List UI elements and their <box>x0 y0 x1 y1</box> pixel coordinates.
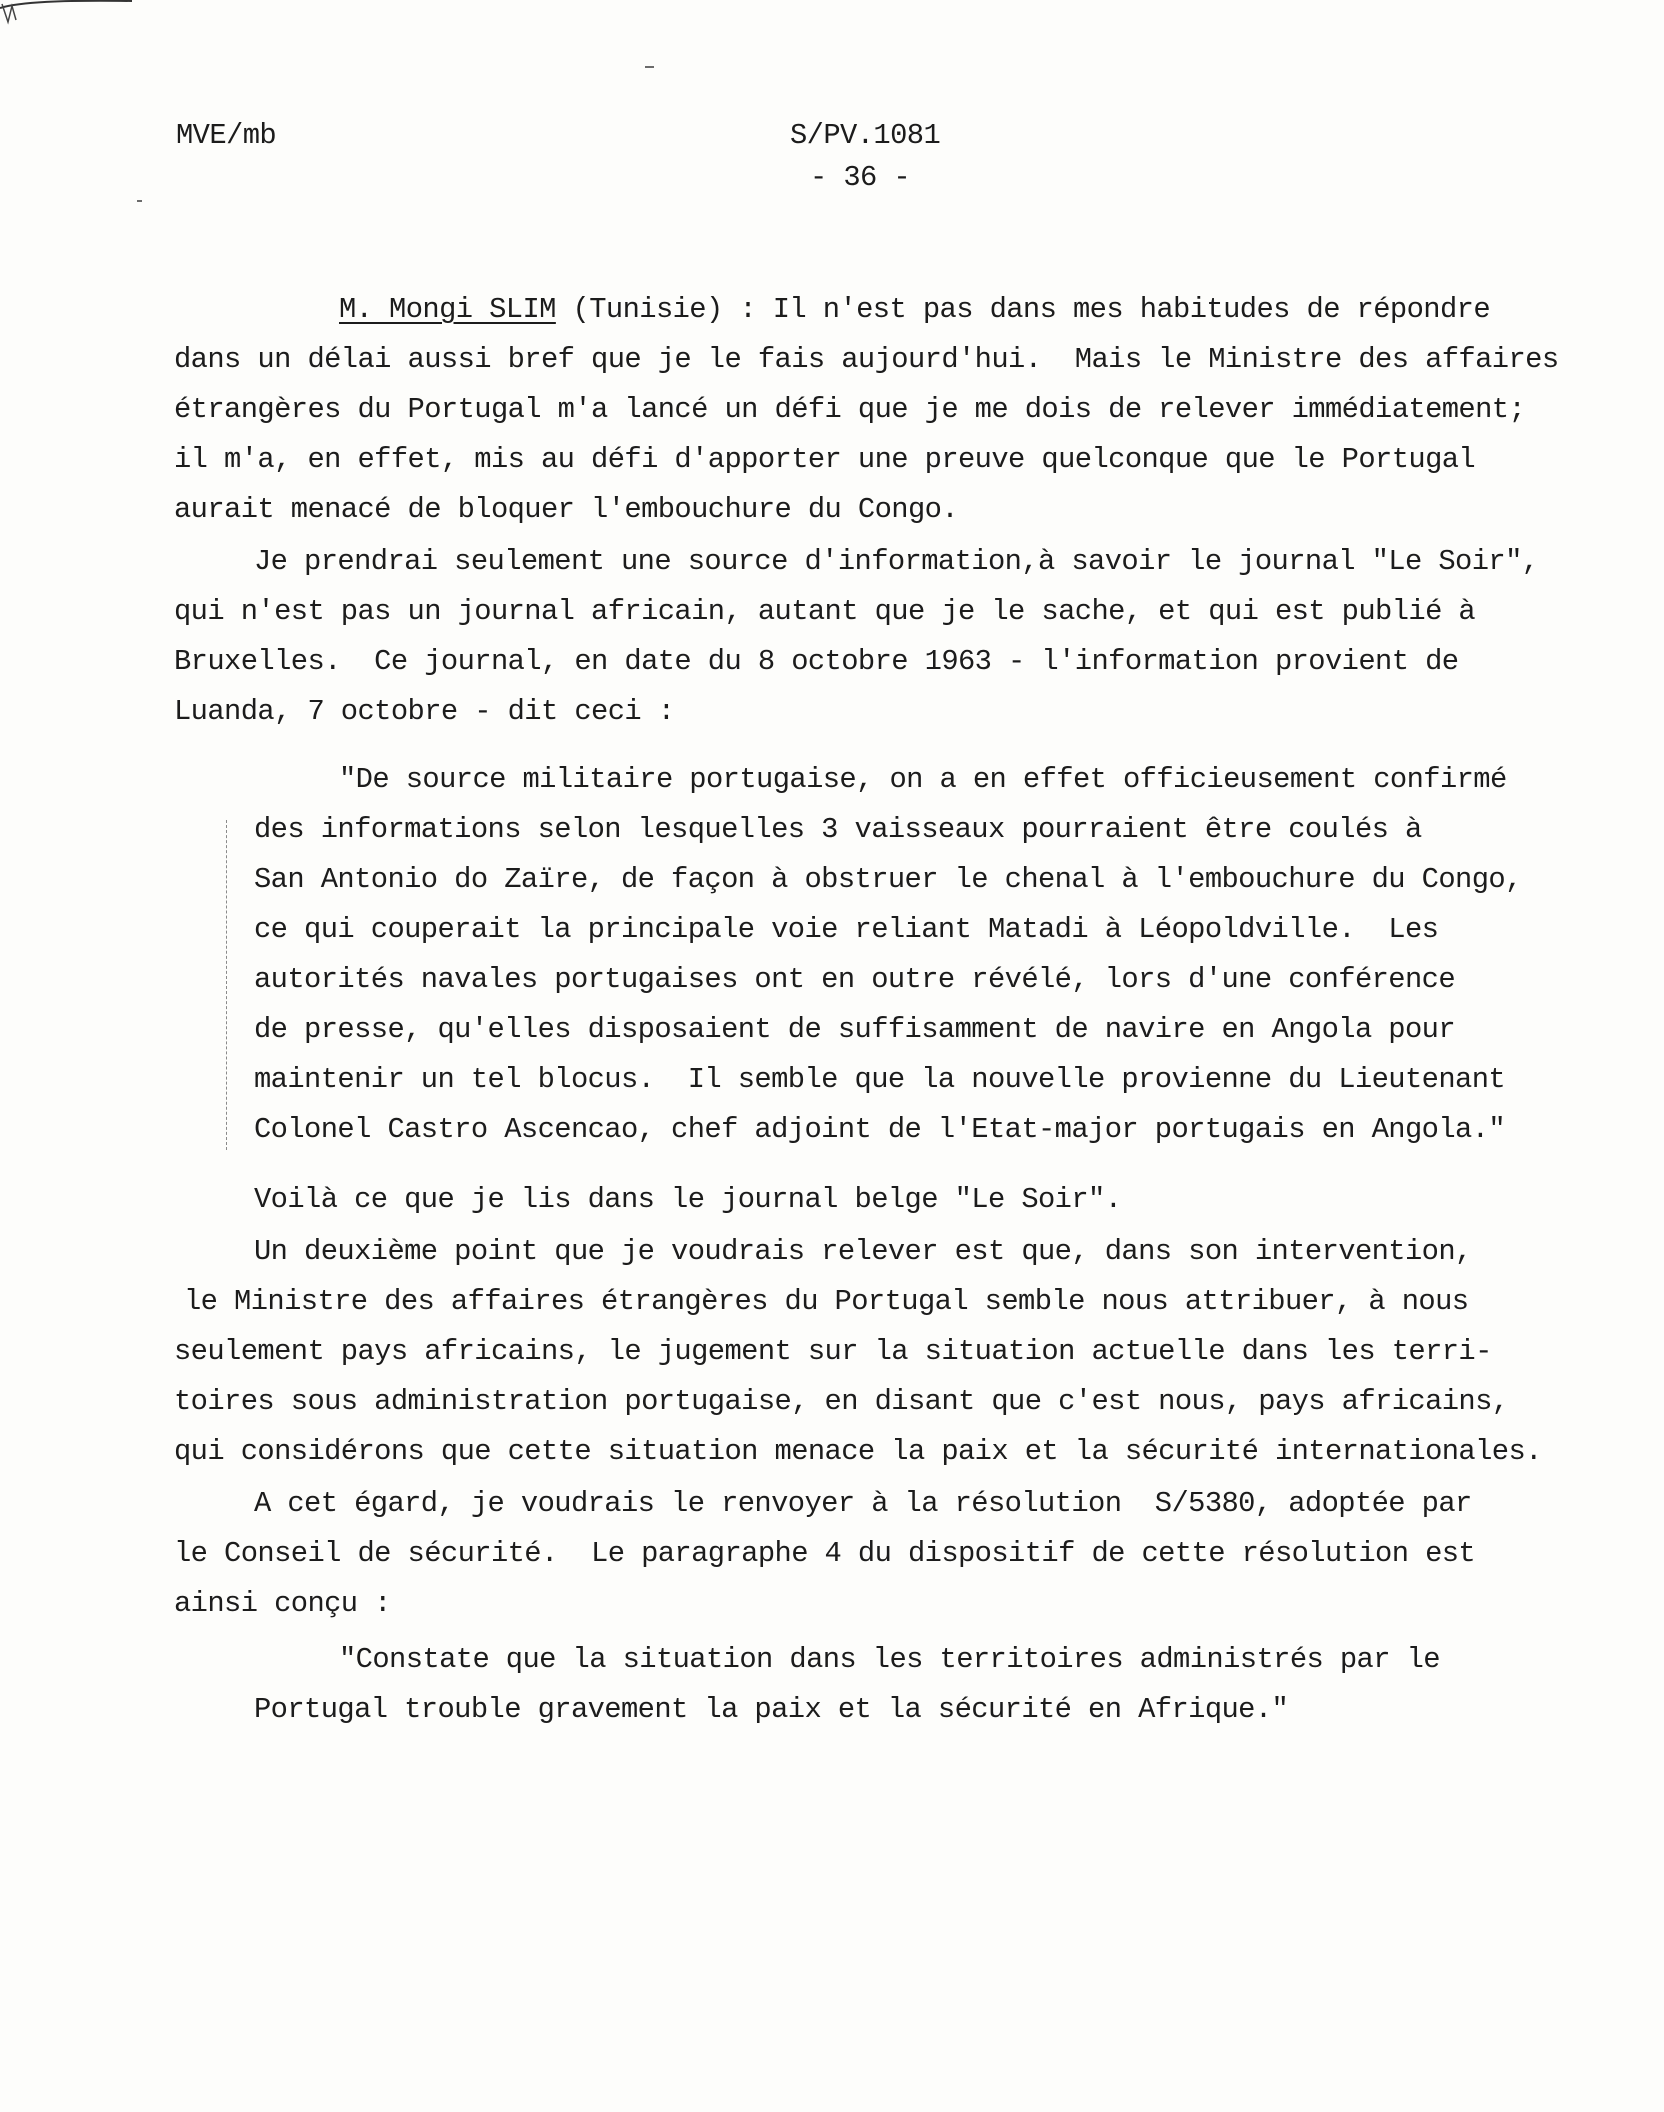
paragraph-1-line-5: aurait menacé de bloquer l'embouchure du Congo. <box>174 493 959 526</box>
paragraph-1-line-4: il m'a, en effet, mis au défi d'apporter une preuve quelconque que le Portugal <box>174 443 1476 476</box>
quote-1-line-7: maintenir un tel blocus. Il semble que la nouvelle provienne du Lieutenant <box>254 1063 1506 1096</box>
paragraph-1-line-1 <box>339 293 1490 326</box>
document-reference: MVE/mb <box>176 119 277 152</box>
quote-1-line-6: de presse, qu'elles disposaient de suffisamment de navire en Angola pour <box>254 1013 1456 1046</box>
paragraph-4-line-3: seulement pays africains, le jugement sur la situation actuelle dans les terri- <box>174 1335 1492 1368</box>
paragraph-1-line-3: étrangères du Portugal m'a lancé un défi que je me dois de relever immédiatement; <box>174 393 1526 426</box>
paragraph-4-line-1: Un deuxième point que je voudrais relever est que, dans son intervention, <box>254 1235 1472 1268</box>
quote-2-line-1: "Constate que la situation dans les territoires administrés par le <box>339 1643 1440 1676</box>
paragraph-5-line-2: le Conseil de sécurité. Le paragraphe 4 du dispositif de cette résolution est <box>174 1537 1476 1570</box>
document-symbol: S/PV.1081 <box>790 119 941 152</box>
quote-1-line-5: autorités navales portugaises ont en outre révélé, lors d'une conférence <box>254 963 1456 996</box>
scan-speck <box>137 200 142 202</box>
quote-2-line-2: Portugal trouble gravement la paix et la sécurité en Afrique." <box>254 1693 1289 1726</box>
paragraph-2-line-2: qui n'est pas un journal africain, autant que je le sache, et qui est publié à <box>174 595 1476 628</box>
quote-1-line-2: des informations selon lesquelles 3 vaisseaux pourraient être coulés à <box>254 813 1422 846</box>
quote-1-line-1: "De source militaire portugaise, on a en effet officieusement confirmé <box>339 763 1507 796</box>
paragraph-5-line-3: ainsi conçu : <box>174 1587 391 1620</box>
paragraph-1-line-2: dans un délai aussi bref que je le fais aujourd'hui. Mais le Ministre des affaires <box>174 343 1559 376</box>
scan-corner-mark <box>0 0 140 30</box>
paragraph-5-line-1: A cet égard, je voudrais le renvoyer à la résolution S/5380, adoptée par <box>254 1487 1472 1520</box>
paragraph-2-line-3: Bruxelles. Ce journal, en date du 8 octobre 1963 - l'information provient de <box>174 645 1459 678</box>
scan-speck <box>645 66 654 68</box>
paragraph-2-line-1: Je prendrai seulement une source d'information,à savoir le journal "Le Soir", <box>254 545 1539 578</box>
speaker-name: M. Mongi SLIM <box>339 293 556 326</box>
paragraph-1-line-1-text: Il n'est pas dans mes habitudes de répondre <box>772 293 1490 326</box>
quote-1-line-8: Colonel Castro Ascencao, chef adjoint de l'Etat-major portugais en Angola." <box>254 1113 1506 1146</box>
page-number: - 36 - <box>810 161 911 194</box>
quote-margin-mark <box>226 820 229 1150</box>
paragraph-3-line-1: Voilà ce que je lis dans le journal belge "Le Soir". <box>254 1183 1122 1216</box>
quote-1-line-3: San Antonio do Zaïre, de façon à obstruer le chenal à l'embouchure du Congo, <box>254 863 1522 896</box>
speaker-country: (Tunisie) : <box>555 293 773 326</box>
paragraph-4-line-4: toires sous administration portugaise, en disant que c'est nous, pays africains, <box>174 1385 1509 1418</box>
paragraph-4-line-2: le Ministre des affaires étrangères du Portugal semble nous attribuer, à nous <box>184 1285 1469 1318</box>
paragraph-2-line-4: Luanda, 7 octobre - dit ceci : <box>174 695 675 728</box>
quote-1-line-4: ce qui couperait la principale voie reliant Matadi à Léopoldville. Les <box>254 913 1439 946</box>
paragraph-4-line-5: qui considérons que cette situation menace la paix et la sécurité internationales. <box>174 1435 1542 1468</box>
